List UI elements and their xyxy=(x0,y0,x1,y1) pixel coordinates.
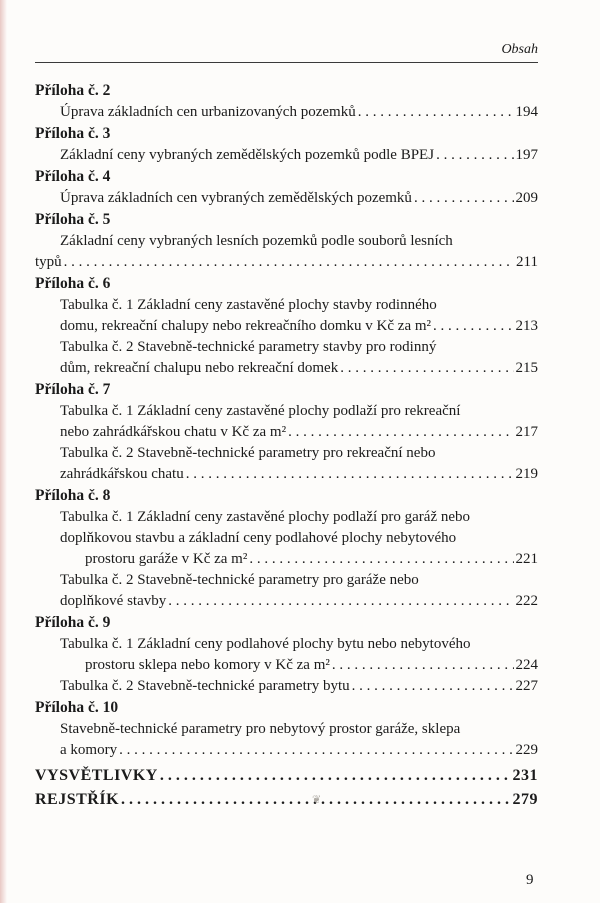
toc-entry-line[interactable] xyxy=(35,591,538,612)
toc-page-number: 279 xyxy=(512,791,538,808)
dot-leader xyxy=(352,676,514,697)
toc-main-entry[interactable] xyxy=(35,788,538,812)
toc-entry-text: Tabulka č. 1 Základní ceny zastavěné plochy stavby rodinného xyxy=(60,297,437,313)
toc-entry-text: Tabulka č. 1 Základní ceny zastavěné plochy podlaží pro garáž nebo xyxy=(60,509,471,525)
toc-page-number: 217 xyxy=(515,424,538,440)
dot-leader xyxy=(168,591,513,612)
toc-entry-line[interactable] xyxy=(35,145,538,166)
toc-entry-line[interactable] xyxy=(35,358,538,379)
toc-entry-line xyxy=(35,401,538,422)
toc-entry-text: Tabulka č. 1 Základní ceny podlahové plochy bytu nebo nebytového xyxy=(60,636,471,652)
toc-section-title[interactable]: Příloha č. 5 xyxy=(35,211,111,228)
toc-page-number: 215 xyxy=(515,360,538,376)
toc-entry-line xyxy=(35,528,538,549)
toc-section-title[interactable]: Příloha č. 6 xyxy=(35,275,111,292)
toc-page-number: 222 xyxy=(515,593,538,609)
toc-page-number: 229 xyxy=(515,742,538,758)
toc-page-number: 194 xyxy=(515,104,538,120)
table-of-contents xyxy=(35,80,538,812)
dot-leader xyxy=(249,549,513,570)
toc-entry-line[interactable] xyxy=(35,740,538,761)
toc-entry-text: Tabulka č. 2 Stavebně-technické parametry pro rekreační nebo xyxy=(60,445,436,461)
toc-entry-line[interactable] xyxy=(35,676,538,697)
page-number: 9 xyxy=(526,872,534,888)
toc-main-entry-text: VYSVĚTLIVKY xyxy=(35,767,158,784)
toc-entry-line[interactable] xyxy=(35,252,538,273)
toc-section-title[interactable]: Příloha č. 8 xyxy=(35,487,111,504)
toc-section-title[interactable]: Příloha č. 4 xyxy=(35,168,111,185)
page-edge-shadow xyxy=(0,0,7,903)
dot-leader xyxy=(433,316,513,337)
toc-entry-text: Základní ceny vybraných lesních pozemků podle souborů lesních xyxy=(60,233,453,249)
toc-entry-line[interactable] xyxy=(35,316,538,337)
toc-page-number: 197 xyxy=(515,147,538,163)
toc-entry-line[interactable] xyxy=(35,464,538,485)
toc-entry-text: nebo zahrádkářskou chatu v Kč za m² xyxy=(60,424,287,440)
dot-leader xyxy=(414,188,514,209)
toc-entry-line[interactable] xyxy=(35,188,538,209)
dot-leader xyxy=(119,740,513,761)
toc-page-number: 209 xyxy=(515,190,538,206)
toc-entry-text: Úprava základních cen urbanizovaných pozemků xyxy=(60,104,356,120)
print-smudge: ❦ xyxy=(312,794,322,806)
toc-entry-text: prostoru garáže v Kč za m² xyxy=(85,551,248,567)
toc-entry-text: Tabulka č. 1 Základní ceny zastavěné plochy podlaží pro rekreační xyxy=(60,403,461,419)
toc-page-number: 221 xyxy=(515,551,538,567)
toc-section-title[interactable]: Příloha č. 7 xyxy=(35,381,111,398)
dot-leader xyxy=(436,145,513,166)
dot-leader xyxy=(160,764,511,788)
toc-entry-text: zahrádkářskou chatu xyxy=(60,466,184,482)
toc-entry-line xyxy=(35,634,538,655)
toc-entry-text: typů xyxy=(35,254,62,270)
toc-entry-line xyxy=(35,507,538,528)
toc-main-entry-text: REJSTŘÍK xyxy=(35,791,120,808)
toc-entry-text: dům, rekreační chalupu nebo rekreační domek xyxy=(60,360,339,376)
dot-leader xyxy=(358,102,514,123)
dot-leader xyxy=(64,252,514,273)
toc-entry-line xyxy=(35,443,538,464)
toc-section-title[interactable]: Příloha č. 9 xyxy=(35,614,111,631)
toc-page-number: 224 xyxy=(515,657,538,673)
toc-entry-line xyxy=(35,231,538,252)
toc-page-number: 219 xyxy=(515,466,538,482)
dot-leader xyxy=(288,422,513,443)
toc-entry-line[interactable] xyxy=(35,655,538,676)
toc-entry-text: Tabulka č. 2 Stavebně-technické parametry stavby pro rodinný xyxy=(60,339,437,355)
toc-section-title[interactable]: Příloha č. 3 xyxy=(35,125,111,142)
toc-entry-line xyxy=(35,337,538,358)
toc-page-number: 213 xyxy=(515,318,538,334)
toc-entry-text: Stavebně-technické parametry pro nebytový prostor garáže, sklepa xyxy=(60,721,461,737)
toc-section-title[interactable]: Příloha č. 2 xyxy=(35,82,111,99)
running-title: Obsah xyxy=(501,42,538,57)
toc-entry-text: Základní ceny vybraných zemědělských pozemků podle BPEJ xyxy=(60,147,435,163)
toc-entry-text: a komory xyxy=(60,742,118,758)
toc-entry-text: doplňkové stavby xyxy=(60,593,167,609)
dot-leader xyxy=(332,655,514,676)
toc-entry-text: Úprava základních cen vybraných zemědělských pozemků xyxy=(60,190,412,206)
toc-page-number: 231 xyxy=(512,767,538,784)
toc-entry-line[interactable] xyxy=(35,102,538,123)
toc-entry-line[interactable] xyxy=(35,549,538,570)
toc-page-number: 211 xyxy=(516,254,538,270)
toc-entry-text: Tabulka č. 2 Stavebně-technické parametry pro garáže nebo xyxy=(60,572,419,588)
toc-section-title[interactable]: Příloha č. 10 xyxy=(35,699,119,716)
toc-entry-line[interactable] xyxy=(35,422,538,443)
toc-entry-text: prostoru sklepa nebo komory v Kč za m² xyxy=(85,657,330,673)
dot-leader xyxy=(340,358,513,379)
toc-main-entry[interactable] xyxy=(35,764,538,788)
toc-entry-line xyxy=(35,570,538,591)
running-header xyxy=(35,38,538,63)
toc-entry-line xyxy=(35,295,538,316)
dot-leader xyxy=(186,464,514,485)
toc-entry-text: Tabulka č. 2 Stavebně-technické parametry bytu xyxy=(60,678,350,694)
toc-entry-line xyxy=(35,719,538,740)
toc-entry-text: doplňkovou stavbu a základní ceny podlahové plochy nebytového xyxy=(60,530,457,546)
toc-page-number: 227 xyxy=(515,678,538,694)
toc-entry-text: domu, rekreační chalupy nebo rekreačního domku v Kč za m² xyxy=(60,318,432,334)
